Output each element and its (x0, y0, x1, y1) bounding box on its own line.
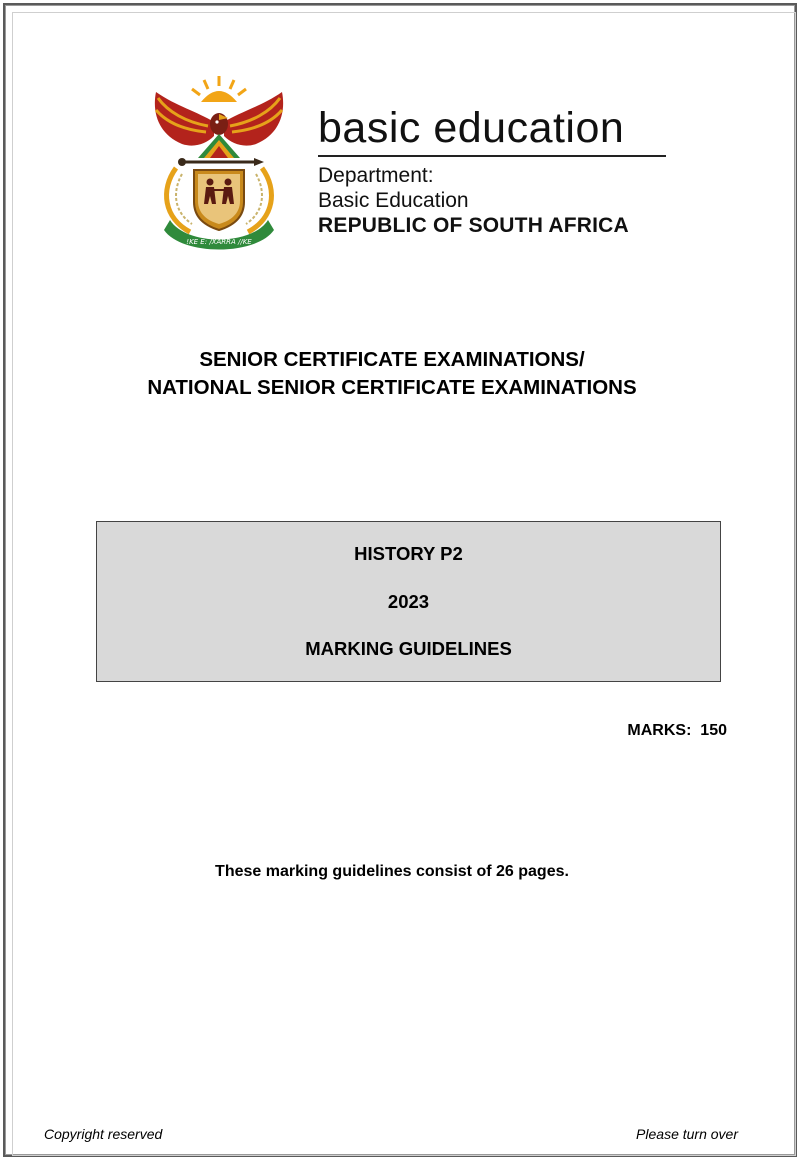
shield-icon (194, 170, 244, 230)
department-logotype (318, 104, 670, 238)
bird-head (210, 113, 228, 135)
copyright-notice: Copyright reserved (44, 1126, 163, 1142)
total-marks: MARKS: 150 (627, 722, 727, 739)
brand-rule (318, 155, 666, 157)
rising-sun-icon (192, 76, 246, 102)
exam-title-line-1: SENIOR CERTIFICATE EXAMINATIONS/ (199, 348, 585, 371)
svg-text:!KE E: /XARRA //KE: !KE E: /XARRA //KE (186, 238, 252, 246)
exam-year: 2023 (387, 591, 430, 612)
department-label: Department: (318, 164, 434, 187)
subject-title: HISTORY P2 (354, 543, 463, 564)
page-count-note: These marking guidelines consist of 26 pages. (215, 863, 569, 880)
department-name: Basic Education (318, 189, 469, 212)
subject-info-box (96, 521, 721, 682)
brand-name: basic education (318, 104, 625, 152)
turn-over-notice: Please turn over (636, 1126, 738, 1142)
document-type: MARKING GUIDELINES (305, 638, 512, 659)
exam-title (0, 346, 784, 402)
spear-and-knobkierie (178, 158, 264, 166)
country-name: REPUBLIC OF SOUTH AFRICA (318, 214, 629, 237)
exam-title-line-2: NATIONAL SENIOR CERTIFICATE EXAMINATIONS (147, 376, 637, 399)
coat-of-arms-logo (146, 72, 292, 250)
